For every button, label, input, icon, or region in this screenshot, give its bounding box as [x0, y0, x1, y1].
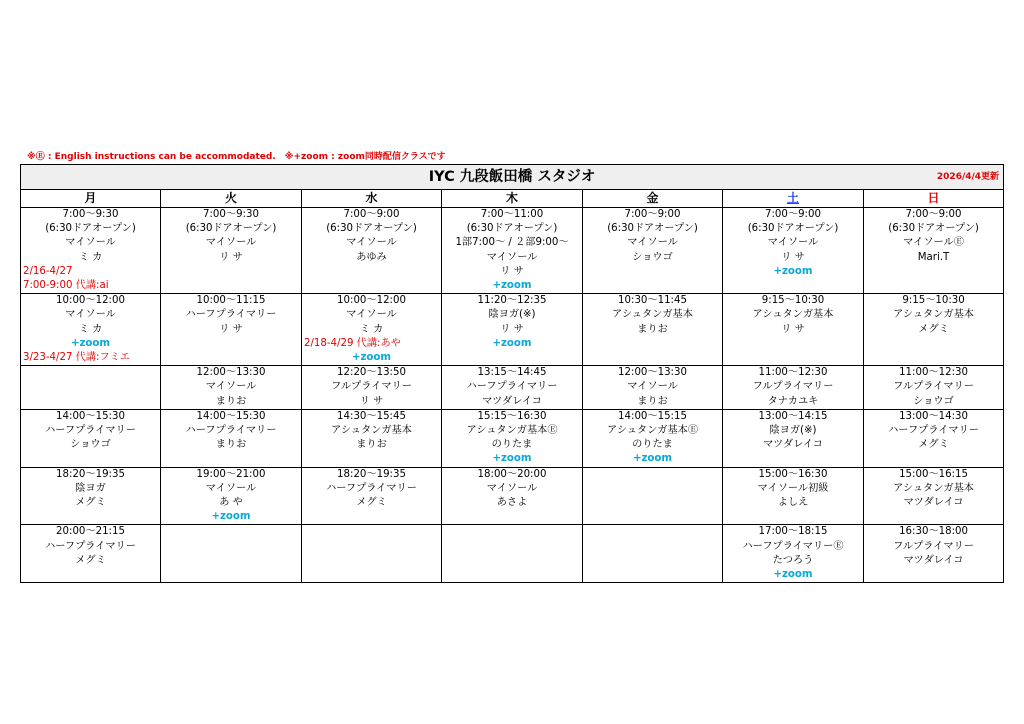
- class-cell: [302, 294, 442, 366]
- substitute-period: 2/16-4/27: [23, 265, 73, 277]
- class-cell: [864, 525, 1004, 583]
- empty-cell: [161, 525, 302, 583]
- class-cell: [864, 409, 1004, 467]
- instructor: まりお: [356, 439, 387, 451]
- class-time: 12:00～13:30: [618, 367, 687, 379]
- class-cell: [864, 294, 1004, 366]
- class-cell: [21, 525, 161, 583]
- class-time: 16:30～18:00: [899, 526, 968, 538]
- class-name: ハーフプライマリー: [45, 425, 136, 437]
- instructor: ショウゴ: [632, 251, 673, 263]
- title-bar: [21, 165, 1004, 190]
- class-cell: [864, 467, 1004, 525]
- schedule-table: [20, 164, 1004, 583]
- class-cell: [161, 409, 302, 467]
- class-name: マイソール: [65, 237, 116, 249]
- class-time: 15:00～16:15: [899, 468, 968, 480]
- instructor: マツダレイコ: [903, 497, 964, 509]
- instructor: まりお: [637, 323, 668, 335]
- class-time: 7:00～9:30: [203, 209, 259, 220]
- class-name: マイソール: [486, 482, 538, 494]
- class-cell: [21, 208, 161, 294]
- zoom-badge: +zoom: [211, 511, 251, 523]
- schedule-row: [21, 366, 1004, 410]
- instructor: リ サ: [500, 323, 524, 335]
- zoom-badge: +zoom: [632, 453, 673, 465]
- class-name: マイソール: [205, 381, 257, 393]
- day-header-thu: 木: [442, 190, 583, 208]
- class-time: 13:00～14:15: [758, 410, 828, 422]
- class-time: 7:00～9:30: [62, 209, 119, 220]
- day-header-wed: 水: [302, 190, 442, 208]
- class-time: 12:00～13:30: [196, 367, 266, 379]
- schedule-row: [21, 208, 1004, 294]
- class-name: ハーフプライマリー: [326, 482, 417, 494]
- instructor: たつろう: [772, 554, 814, 566]
- schedule-row: [21, 294, 1004, 366]
- instructor: メグミ: [918, 439, 949, 451]
- door-open: (6:30ドアオープン): [607, 223, 698, 235]
- class-time: 18:00～20:00: [477, 468, 547, 480]
- class-name: アシュタンガ基本Ⓔ: [466, 425, 558, 437]
- class-time: 14:00～15:30: [56, 410, 125, 422]
- class-cell: [583, 366, 723, 410]
- class-cell: [302, 467, 442, 525]
- class-cell: [723, 467, 864, 525]
- instructor: マツダレイコ: [763, 439, 823, 451]
- zoom-badge: +zoom: [70, 337, 111, 349]
- substitute-note: 7:00-9:00 代講:ai: [23, 280, 109, 292]
- class-time: 11:20～12:35: [477, 295, 547, 307]
- class-name: フルプライマリー: [331, 381, 412, 393]
- class-time: 13:15～14:45: [477, 367, 547, 379]
- class-cell: [21, 467, 161, 525]
- instructor: メグミ: [356, 497, 387, 509]
- instructor: リ サ: [219, 251, 243, 263]
- zoom-badge: +zoom: [492, 453, 532, 465]
- class-time: 7:00～9:00: [905, 209, 962, 220]
- class-name: 陰ヨガ(※): [488, 309, 536, 321]
- updated-date: 2026/4/4更新: [936, 172, 1000, 182]
- class-cell: [161, 208, 302, 294]
- legend-note: ※Ⓔ : English instructions can be accommodated. ※+zoom : zoom同時配信クラスです: [27, 152, 446, 162]
- zoom-badge: +zoom: [492, 337, 532, 349]
- instructor: あ や: [219, 497, 243, 509]
- class-cell: [302, 208, 442, 294]
- substitute-note: 3/23-4/27 代講:フミエ: [23, 352, 131, 364]
- class-name: マイソール: [205, 482, 257, 494]
- class-name: ハーフプライマリー: [185, 309, 277, 321]
- instructor: のりたま: [632, 439, 673, 451]
- empty-cell: [442, 525, 583, 583]
- class-cell: [583, 208, 723, 294]
- class-name: ハーフプライマリーⒺ: [742, 540, 844, 552]
- class-name: アシュタンガ基本: [893, 482, 974, 494]
- class-cell: [21, 409, 161, 467]
- zoom-badge: +zoom: [492, 280, 532, 292]
- class-name: ハーフプライマリー: [45, 540, 136, 552]
- door-open: (6:30ドアオープン): [45, 223, 136, 235]
- class-time: 14:00～15:30: [196, 410, 266, 422]
- substitute-note: 2/18-4/29 代講:あや: [304, 337, 401, 349]
- class-time: 7:00～9:00: [765, 209, 821, 220]
- class-time: 20:00～21:15: [56, 526, 125, 538]
- class-time: 14:00～15:15: [618, 410, 687, 422]
- empty-cell: [302, 525, 442, 583]
- class-name: マイソール: [767, 237, 819, 249]
- door-open: (6:30ドアオープン): [747, 223, 839, 235]
- zoom-badge: +zoom: [351, 352, 392, 364]
- class-time: 11:00～12:30: [758, 367, 828, 379]
- class-time: 13:00～14:30: [899, 410, 968, 422]
- class-cell: [161, 366, 302, 410]
- instructor: あさよ: [496, 497, 528, 509]
- day-header-sat: 土: [723, 190, 864, 208]
- class-name: マイソールⒺ: [903, 237, 964, 249]
- instructor: リ サ: [781, 251, 805, 263]
- class-name: マイソール: [65, 309, 116, 321]
- instructor: Mari.T: [917, 251, 950, 263]
- class-time: 10:30～11:45: [618, 295, 687, 307]
- zoom-badge: +zoom: [773, 265, 813, 277]
- class-time: 18:20～19:35: [337, 468, 406, 480]
- class-time: 18:20～19:35: [56, 468, 125, 480]
- schedule-row: [21, 525, 1004, 583]
- instructor: リ サ: [500, 265, 524, 277]
- class-name: ハーフプライマリー: [466, 381, 558, 393]
- class-cell: [583, 409, 723, 467]
- instructor: ミ カ: [78, 251, 103, 263]
- studio-title: IYC 九段飯田橋 スタジオ: [428, 169, 596, 185]
- class-name: アシュタンガ基本: [612, 309, 693, 321]
- class-name: アシュタンガ基本Ⓔ: [606, 425, 699, 437]
- instructor: あゆみ: [356, 251, 387, 263]
- class-name: マイソール: [205, 237, 257, 249]
- class-time: 10:00～11:15: [196, 295, 266, 307]
- class-name: マイソール: [627, 237, 678, 249]
- schedule-row: [21, 409, 1004, 467]
- class-time: 7:00～11:00: [480, 209, 544, 220]
- class-time: 10:00～12:00: [56, 295, 125, 307]
- instructor: リ サ: [359, 395, 384, 407]
- instructor: のりたま: [491, 439, 533, 451]
- class-cell: [723, 525, 864, 583]
- class-cell: [302, 366, 442, 410]
- class-name: アシュタンガ基本: [893, 309, 974, 321]
- class-cell: [442, 208, 583, 294]
- class-cell: [161, 294, 302, 366]
- class-time: 9:15～10:30: [761, 295, 825, 307]
- class-name: マイソール初級: [757, 482, 829, 494]
- class-time: 11:00～12:30: [899, 367, 968, 379]
- class-time: 7:00～9:00: [343, 209, 400, 220]
- door-open: (6:30ドアオープン): [185, 223, 277, 235]
- class-time: 14:30～15:45: [337, 410, 406, 422]
- class-time: 12:20～13:50: [337, 367, 406, 379]
- class-cell: [442, 409, 583, 467]
- class-cell: [723, 208, 864, 294]
- class-name: 陰ヨガ(※): [769, 425, 817, 437]
- day-header-fri: 金: [583, 190, 723, 208]
- empty-cell: [583, 467, 723, 525]
- class-time: 10:00～12:00: [337, 295, 406, 307]
- class-cell: [723, 294, 864, 366]
- class-cell: [723, 366, 864, 410]
- schedule-row: [21, 467, 1004, 525]
- instructor: メグミ: [918, 323, 949, 335]
- instructor: メグミ: [75, 554, 106, 566]
- zoom-badge: +zoom: [773, 569, 813, 581]
- day-header-row: [21, 190, 1004, 208]
- instructor: リ サ: [781, 323, 805, 335]
- class-name: マイソール: [346, 237, 397, 249]
- instructor: マツダレイコ: [482, 395, 542, 407]
- class-cell: [864, 366, 1004, 410]
- door-open: (6:30ドアオープン): [466, 223, 558, 235]
- instructor: まりお: [215, 439, 247, 451]
- class-name: アシュタンガ基本: [752, 309, 834, 321]
- class-name: ハーフプライマリー: [888, 425, 979, 437]
- class-cell: [583, 294, 723, 366]
- class-cell: [864, 208, 1004, 294]
- class-name: フルプライマリー: [893, 381, 974, 393]
- class-name: マイソール: [627, 381, 678, 393]
- class-name: アシュタンガ基本: [331, 425, 412, 437]
- instructor: まりお: [215, 395, 247, 407]
- class-time: 19:00～21:00: [196, 468, 266, 480]
- instructor: よしえ: [777, 497, 809, 509]
- instructor: マツダレイコ: [903, 554, 964, 566]
- class-cell: [442, 294, 583, 366]
- class-cell: [723, 409, 864, 467]
- empty-cell: [21, 366, 161, 410]
- instructor: まりお: [637, 395, 668, 407]
- class-name: ハーフプライマリー: [185, 425, 277, 437]
- class-name: フルプライマリー: [893, 540, 974, 552]
- class-cell: [442, 366, 583, 410]
- class-cell: [161, 467, 302, 525]
- instructor: タナカユキ: [767, 395, 819, 407]
- class-cell: [302, 409, 442, 467]
- class-cell: [442, 467, 583, 525]
- instructor: ミ カ: [78, 323, 103, 335]
- instructor: リ サ: [219, 323, 243, 335]
- class-cell: [21, 294, 161, 366]
- class-time: 15:00～16:30: [758, 468, 828, 480]
- class-time: 9:15～10:30: [902, 295, 965, 307]
- class-parts: 1部7:00～ / ２部9:00～: [455, 237, 569, 249]
- day-header-sun: 日: [864, 190, 1004, 208]
- class-time: 17:00～18:15: [758, 526, 828, 538]
- instructor: ショウゴ: [913, 395, 954, 407]
- class-name: フルプライマリー: [752, 381, 834, 393]
- class-time: 7:00～9:00: [624, 209, 681, 220]
- day-header-tue: 火: [161, 190, 302, 208]
- empty-cell: [583, 525, 723, 583]
- instructor: メグミ: [75, 497, 106, 509]
- class-name: 陰ヨガ: [75, 482, 106, 494]
- class-name: マイソール: [486, 251, 538, 263]
- door-open: (6:30ドアオープン): [326, 223, 417, 235]
- door-open: (6:30ドアオープン): [888, 223, 979, 235]
- class-name: マイソール: [346, 309, 397, 321]
- instructor: ミ カ: [359, 323, 384, 335]
- day-header-mon: 月: [21, 190, 161, 208]
- class-time: 15:15～16:30: [477, 410, 547, 422]
- instructor: ショウゴ: [70, 439, 111, 451]
